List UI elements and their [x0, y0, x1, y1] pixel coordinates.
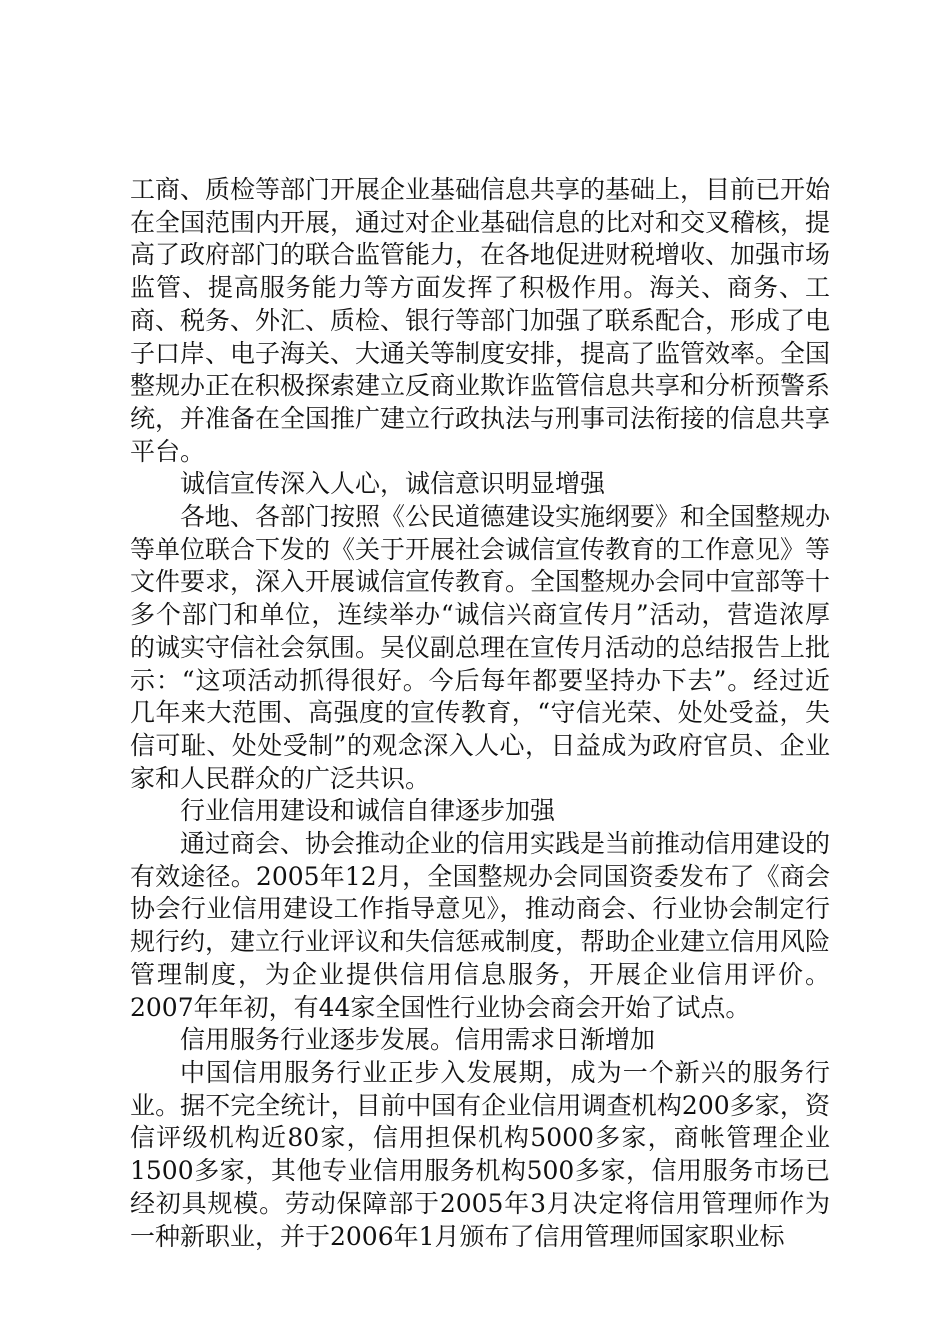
section-heading: 信用服务行业逐步发展。信用需求日渐增加	[180, 1025, 656, 1055]
body-paragraph: 各地、各部门按照《公民道德建设实施纲要》和全国整规办等单位联合下发的《关于开展社会诚信宣传教育的工作意见》等文件要求，深入开展诚信宣传教育。全国整规办会同中宣部等十多个部门和单位，连续举办“诚信兴商宣传月”活动，营造浓厚的诚实守信社会氛围。吴仪副总理在宣传月活动的总结报告上批示：“这项活动抓得很好。今后每年都要坚持办下去”。经过近几年来大范围、高强度的宣传教育，“守信光荣、处处受益，失信可耻、处处受制”的观念深入人心，日益成为政府官员、企业家和人民群众的广泛共识。	[130, 502, 831, 793]
document-body	[130, 174, 830, 1253]
section-heading: 诚信宣传深入人心，诚信意识明显增强	[180, 469, 606, 499]
body-paragraph: 工商、质检等部门开展企业基础信息共享的基础上，目前已开始在全国范围内开展，通过对企业基础信息的比对和交叉稽核，提高了政府部门的联合监管能力，在各地促进财税增收、加强市场监管、提高服务能力等方面发挥了积极作用。海关、商务、工商、税务、外汇、质检、银行等部门加强了联系配合，形成了电子口岸、电子海关、大通关等制度安排，提高了监管效率。全国整规办正在积极探索建立反商业欺诈监管信息共享和分析预警系统，并准备在全国推广建立行政执法与刑事司法衔接的信息共享平台。	[130, 175, 831, 466]
body-paragraph: 中国信用服务行业正步入发展期，成为一个新兴的服务行业。据不完全统计，目前中国有企业信用调查机构200多家，资信评级机构近80家，信用担保机构5000多家，商帐管理企业1500多家，其他专业信用服务机构500多家，信用服务市场已经初具规模。劳动保障部于2005年3月决定将信用管理师作为一种新职业，并于2006年1月颁布了信用管理师国家职业标	[130, 1057, 830, 1251]
body-paragraph: 通过商会、协会推动企业的信用实践是当前推动信用建设的有效途径。2005年12月，全国整规办会同国资委发布了《商会协会行业信用建设工作指导意见》，推动商会、行业协会制定行规行约，建立行业评议和失信惩戒制度，帮助企业建立信用风险管理制度，为企业提供信用信息服务，开展企业信用评价。2007年年初，有44家全国性行业协会商会开始了试点。	[130, 829, 831, 1022]
section-heading: 行业信用建设和诚信自律逐步加强	[180, 796, 556, 826]
